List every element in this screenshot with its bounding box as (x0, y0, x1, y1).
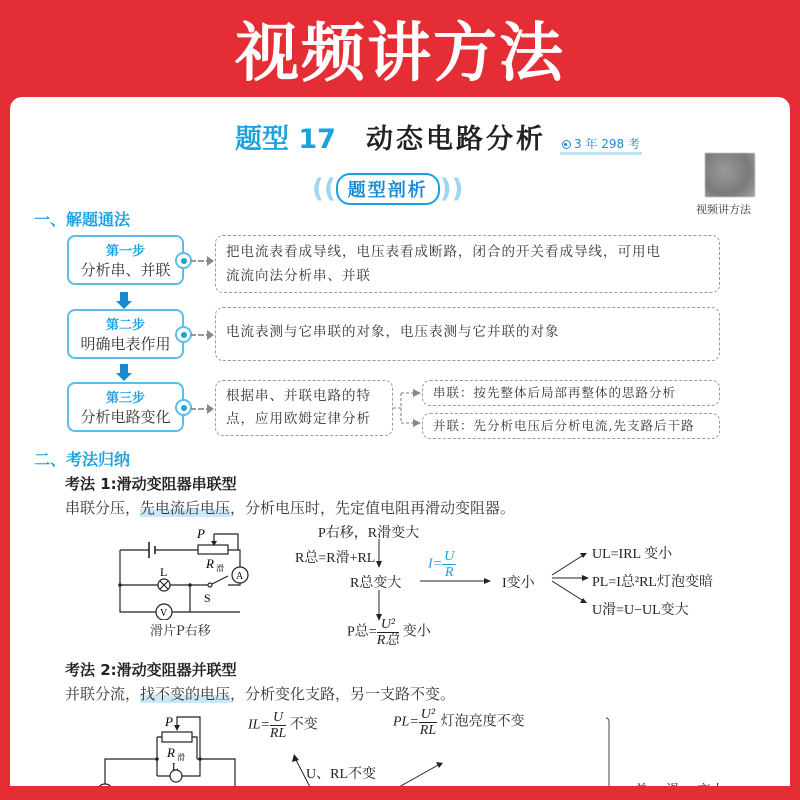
section-pill (312, 173, 464, 205)
method-1-title: 考法 1:滑动变阻器串联型 (65, 475, 237, 493)
lamp-current-suffix: 不变 (289, 717, 318, 733)
flow-1-total-power (347, 617, 431, 648)
total-power-numerator: U² (377, 617, 400, 633)
circuit-1-caption: 滑片P右移 (150, 624, 211, 639)
step-2-box (67, 309, 184, 359)
banner (0, 0, 800, 96)
step-1-label: 分析串、并联 (80, 261, 171, 279)
wave-left-icon: (( (312, 174, 336, 204)
series-branch-box (422, 380, 720, 406)
svg-text:A: A (236, 571, 244, 582)
step-2-desc-line1: 电流表测与它串联的对象，电压表测与它并联的对象 (226, 324, 560, 340)
ohm-law-numerator: U (444, 549, 455, 564)
total-power-prefix: P总= (347, 624, 377, 640)
step-1-description (215, 235, 720, 293)
svg-text:滑: 滑 (177, 753, 185, 762)
result-rheostat-voltage: U滑=U−UL变大 (592, 603, 689, 618)
section-title-2: 二、考法归纳 (34, 450, 131, 469)
wave-right-icon: )) (439, 174, 464, 204)
lamp-power-numerator: U² (420, 707, 436, 722)
step-2-label: 明确电表作用 (80, 335, 171, 353)
parallel-branch-text: 并联：先分析电压后分析电流,先支路后干路 (433, 418, 695, 433)
unchanged-label: U、RL不变 (306, 767, 376, 782)
branch-connector-icon (393, 387, 423, 433)
fan-out-arrows-icon (550, 542, 590, 608)
lamp-power-prefix: PL= (393, 714, 419, 730)
topic-title: 动态电路分析 (365, 124, 546, 155)
flow-1-total-resistance-change: R总变大 (350, 576, 402, 591)
step-3-desc-line2: 点，应用欧姆定律分析 (226, 411, 371, 427)
down-arrow-icon (116, 364, 132, 382)
step-3-number: 第三步 (105, 391, 145, 406)
parallel-branch-box (422, 413, 720, 439)
lamp-current-numerator: U (270, 710, 286, 726)
step-1-desc-line2: 流流向法分析串、并联 (226, 268, 371, 284)
svg-text:P: P (197, 526, 205, 541)
method-1-highlight: 先电流后电压 (140, 499, 231, 517)
exam-frequency-text: 3 年 298 考 (573, 137, 640, 151)
svg-text:S: S (204, 591, 211, 605)
step-3-desc-line1: 根据串、并联电路的特 (226, 388, 371, 404)
series-circuit-diagram (110, 520, 250, 620)
lamp-power-denominator: RL (419, 723, 437, 738)
method-2-text-after: ，分析变化支路，另一支路不变。 (230, 685, 456, 703)
flow-1-start: P右移，R滑变大 (318, 526, 420, 541)
method-1-text-after: ，分析电压时，先定值电阻再滑动变阻器。 (230, 499, 516, 517)
dashed-arrow-icon (190, 334, 212, 336)
method-2-text (65, 683, 455, 704)
step-2-description (215, 307, 720, 361)
ohm-law-denominator: R (444, 565, 454, 580)
exam-frequency-badge (560, 135, 642, 155)
step-1-number: 第一步 (105, 244, 145, 259)
series-branch-text: 串联：按先整体后局部再整体的思路分析 (433, 385, 677, 400)
svg-text:P: P (165, 714, 173, 729)
method-2-highlight: 找不变的电压 (140, 685, 231, 703)
step-3-box (67, 382, 184, 432)
flow-1-total-resistance-formula: R总=R滑+RL (295, 551, 376, 566)
method-1-text (65, 497, 515, 518)
method-1-text-before: 串联分压， (65, 499, 141, 517)
step-2-number: 第二步 (105, 318, 145, 333)
section-title-1: 一、解题通法 (34, 210, 131, 229)
svg-text:R: R (167, 745, 175, 760)
svg-text:R: R (206, 556, 214, 571)
result-lamp-voltage: UL=IRL 变小 (592, 547, 673, 562)
parallel-circuit-diagram (95, 712, 245, 792)
step-1-desc-line1: 把电流表看成导线，电压表看成断路，闭合的开关看成导线，可用电 (226, 244, 661, 260)
section-pill-label: 题型剖析 (336, 173, 440, 205)
down-arrow-icon (116, 292, 132, 310)
bracket-line (605, 717, 615, 797)
lamp-current-formula (248, 710, 318, 741)
flow-1-current-change: I变小 (502, 576, 535, 591)
svg-text:L: L (160, 565, 168, 579)
total-power-suffix: 变小 (402, 624, 431, 640)
ohm-law-left: I= (428, 556, 443, 572)
lamp-power-formula (393, 707, 525, 738)
svg-text:滑: 滑 (216, 564, 224, 573)
step-1-box (67, 235, 184, 285)
topic-header (235, 117, 642, 156)
right-arrow-icon (420, 577, 495, 587)
svg-text:V: V (160, 608, 168, 619)
ohm-law-label (428, 549, 456, 580)
qr-code-label: 视频讲方法 (696, 203, 751, 216)
dashed-arrow-icon (190, 260, 212, 262)
svg-text:L: L (172, 761, 179, 773)
document-page (10, 97, 790, 800)
banner-title: 视频讲方法 (235, 17, 565, 91)
method-2-title: 考法 2:滑动变阻器并联型 (65, 661, 237, 679)
target-icon (562, 140, 571, 149)
step-3-description (215, 380, 393, 436)
down-arrow-icon (375, 539, 385, 569)
method-2-text-before: 并联分流， (65, 685, 141, 703)
total-power-denominator: R总 (376, 633, 400, 648)
lamp-power-suffix: 灯泡亮度不变 (440, 714, 525, 730)
step-3-label: 分析电路变化 (80, 408, 171, 426)
result-lamp-power: PL=I总²RL灯泡变暗 (592, 575, 713, 590)
lamp-current-denominator: RL (269, 726, 287, 741)
bottom-red-bar (0, 786, 800, 800)
qr-code-image[interactable] (705, 153, 755, 197)
dashed-arrow-icon (190, 408, 212, 410)
topic-number: 题型 17 (235, 124, 336, 155)
lamp-current-prefix: IL= (248, 717, 270, 733)
